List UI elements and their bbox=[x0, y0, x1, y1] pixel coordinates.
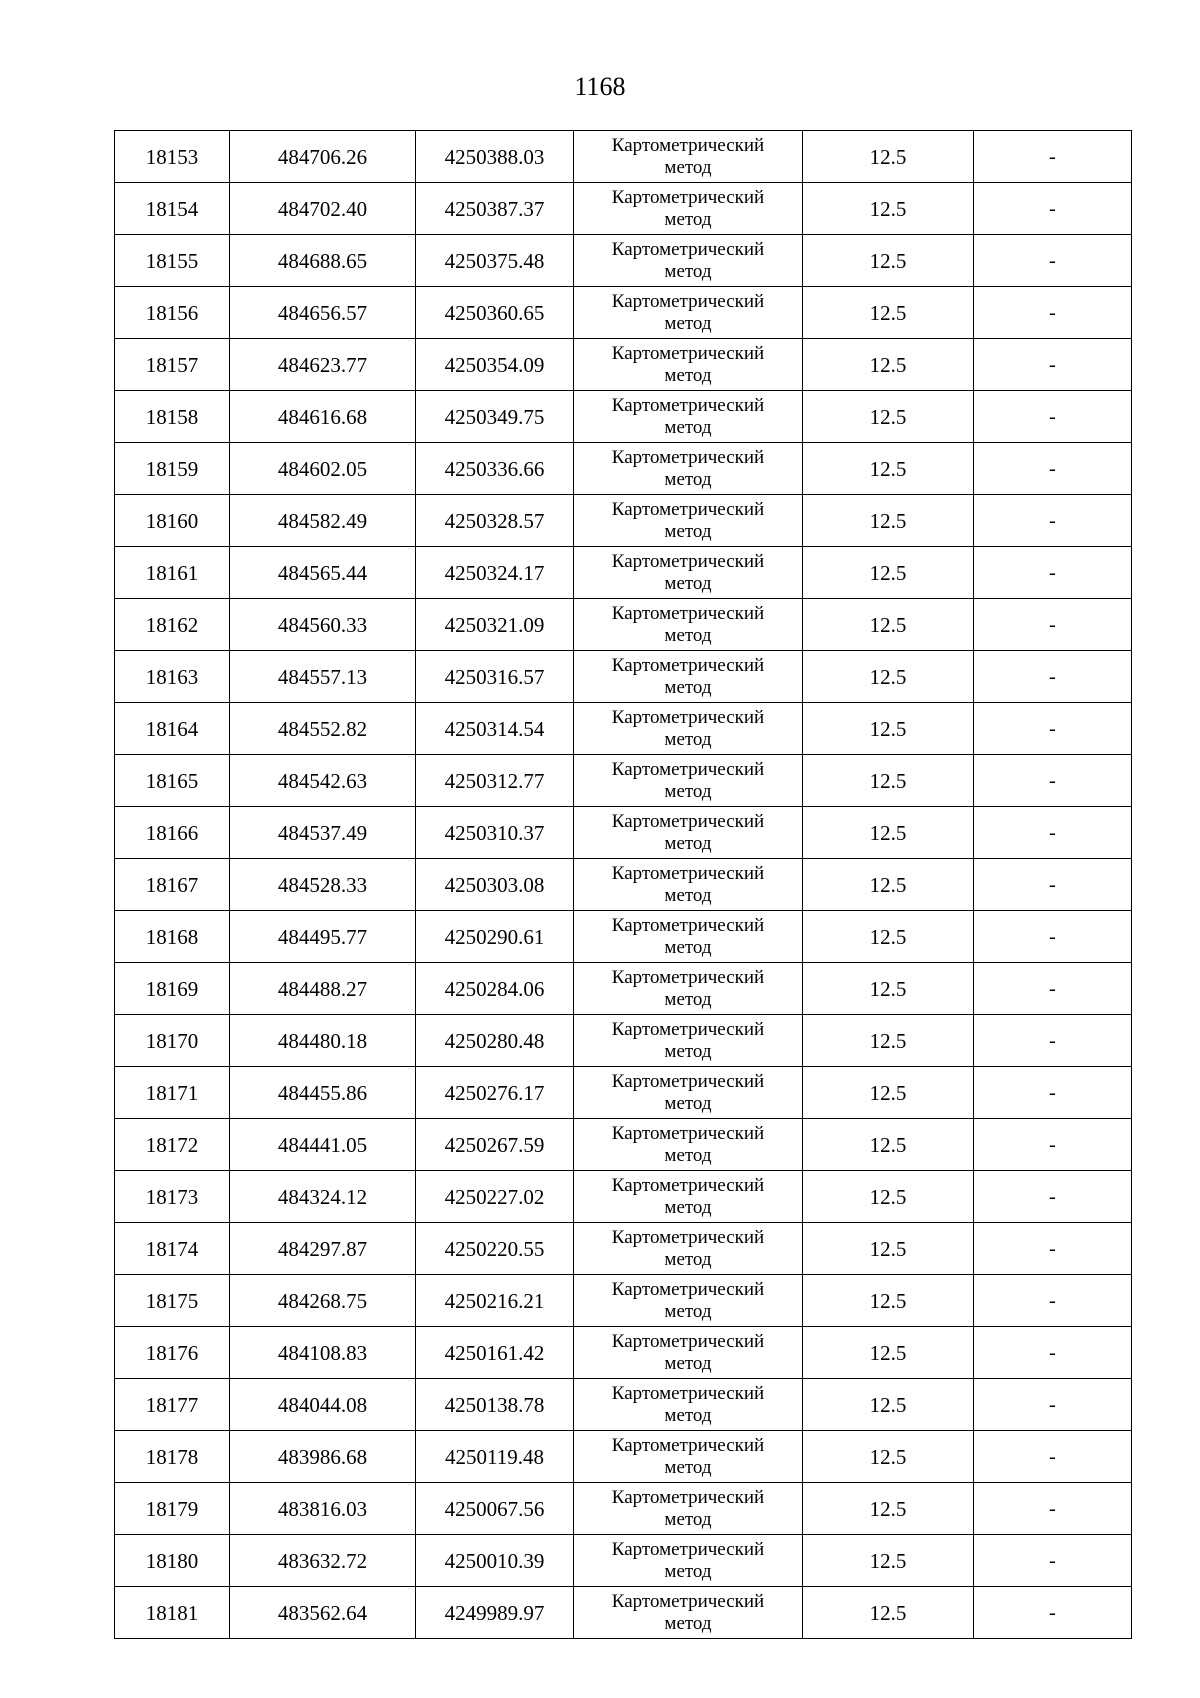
y-coordinate-cell: 4250360.65 bbox=[416, 287, 574, 339]
y-coordinate-cell: 4250328.57 bbox=[416, 495, 574, 547]
x-coordinate-cell: 484623.77 bbox=[230, 339, 416, 391]
method-line-1: Картометрический bbox=[611, 186, 765, 208]
point-number-cell: 18174 bbox=[115, 1223, 230, 1275]
table-row bbox=[115, 807, 1132, 859]
accuracy-cell: 12.5 bbox=[803, 807, 974, 859]
accuracy-cell: 12.5 bbox=[803, 1015, 974, 1067]
point-number-cell: 18173 bbox=[115, 1171, 230, 1223]
point-number-cell: 18159 bbox=[115, 443, 230, 495]
y-coordinate-cell: 4250387.37 bbox=[416, 183, 574, 235]
coordinates-table-container bbox=[114, 130, 1131, 1639]
point-number-cell: 18155 bbox=[115, 235, 230, 287]
y-coordinate-cell: 4250227.02 bbox=[416, 1171, 574, 1223]
accuracy-cell: 12.5 bbox=[803, 1223, 974, 1275]
method-line-1: Картометрический bbox=[611, 706, 765, 728]
method-line-2: метод bbox=[664, 312, 712, 334]
coordinates-table bbox=[114, 130, 1132, 1639]
note-cell: - bbox=[974, 963, 1132, 1015]
table-row bbox=[115, 963, 1132, 1015]
table-row bbox=[115, 1483, 1132, 1535]
table-row bbox=[115, 1327, 1132, 1379]
method-line-1: Картометрический bbox=[611, 1486, 765, 1508]
y-coordinate-cell: 4250216.21 bbox=[416, 1275, 574, 1327]
method-cell bbox=[574, 859, 803, 911]
method-cell bbox=[574, 1379, 803, 1431]
table-row bbox=[115, 911, 1132, 963]
point-number-cell: 18162 bbox=[115, 599, 230, 651]
method-line-2: метод bbox=[664, 832, 712, 854]
y-coordinate-cell: 4250354.09 bbox=[416, 339, 574, 391]
table-row bbox=[115, 183, 1132, 235]
x-coordinate-cell: 484495.77 bbox=[230, 911, 416, 963]
note-cell: - bbox=[974, 131, 1132, 183]
table-row bbox=[115, 1119, 1132, 1171]
note-cell: - bbox=[974, 1223, 1132, 1275]
accuracy-cell: 12.5 bbox=[803, 599, 974, 651]
method-cell bbox=[574, 1171, 803, 1223]
point-number-cell: 18169 bbox=[115, 963, 230, 1015]
method-line-2: метод bbox=[664, 1248, 712, 1270]
y-coordinate-cell: 4250316.57 bbox=[416, 651, 574, 703]
method-line-1: Картометрический bbox=[611, 1278, 765, 1300]
method-line-2: метод bbox=[664, 156, 712, 178]
note-cell: - bbox=[974, 495, 1132, 547]
coordinates-table-body bbox=[115, 131, 1132, 1639]
y-coordinate-cell: 4250314.54 bbox=[416, 703, 574, 755]
method-line-2: метод bbox=[664, 1300, 712, 1322]
x-coordinate-cell: 483632.72 bbox=[230, 1535, 416, 1587]
point-number-cell: 18168 bbox=[115, 911, 230, 963]
method-cell bbox=[574, 1275, 803, 1327]
accuracy-cell: 12.5 bbox=[803, 755, 974, 807]
table-row bbox=[115, 1587, 1132, 1639]
note-cell: - bbox=[974, 1327, 1132, 1379]
method-line-2: метод bbox=[664, 1508, 712, 1530]
table-row bbox=[115, 443, 1132, 495]
method-line-2: метод bbox=[664, 1456, 712, 1478]
point-number-cell: 18156 bbox=[115, 287, 230, 339]
note-cell: - bbox=[974, 1587, 1132, 1639]
point-number-cell: 18166 bbox=[115, 807, 230, 859]
y-coordinate-cell: 4250303.08 bbox=[416, 859, 574, 911]
method-line-2: метод bbox=[664, 988, 712, 1010]
method-line-1: Картометрический bbox=[611, 1070, 765, 1092]
note-cell: - bbox=[974, 859, 1132, 911]
method-line-2: метод bbox=[664, 572, 712, 594]
point-number-cell: 18163 bbox=[115, 651, 230, 703]
point-number-cell: 18157 bbox=[115, 339, 230, 391]
method-cell bbox=[574, 443, 803, 495]
point-number-cell: 18165 bbox=[115, 755, 230, 807]
y-coordinate-cell: 4250310.37 bbox=[416, 807, 574, 859]
note-cell: - bbox=[974, 1379, 1132, 1431]
note-cell: - bbox=[974, 1067, 1132, 1119]
method-line-1: Картометрический bbox=[611, 134, 765, 156]
note-cell: - bbox=[974, 339, 1132, 391]
point-number-cell: 18161 bbox=[115, 547, 230, 599]
x-coordinate-cell: 484560.33 bbox=[230, 599, 416, 651]
point-number-cell: 18171 bbox=[115, 1067, 230, 1119]
method-cell bbox=[574, 807, 803, 859]
x-coordinate-cell: 484602.05 bbox=[230, 443, 416, 495]
accuracy-cell: 12.5 bbox=[803, 1483, 974, 1535]
method-cell bbox=[574, 599, 803, 651]
method-line-1: Картометрический bbox=[611, 446, 765, 468]
method-line-2: метод bbox=[664, 676, 712, 698]
y-coordinate-cell: 4250388.03 bbox=[416, 131, 574, 183]
method-line-2: метод bbox=[664, 260, 712, 282]
method-line-1: Картометрический bbox=[611, 1590, 765, 1612]
method-line-1: Картометрический bbox=[611, 1018, 765, 1040]
table-row bbox=[115, 287, 1132, 339]
method-line-1: Картометрический bbox=[611, 1382, 765, 1404]
accuracy-cell: 12.5 bbox=[803, 131, 974, 183]
method-line-2: метод bbox=[664, 364, 712, 386]
table-row bbox=[115, 651, 1132, 703]
table-row bbox=[115, 547, 1132, 599]
table-row bbox=[115, 1431, 1132, 1483]
method-line-1: Картометрический bbox=[611, 810, 765, 832]
x-coordinate-cell: 483986.68 bbox=[230, 1431, 416, 1483]
method-line-1: Картометрический bbox=[611, 862, 765, 884]
point-number-cell: 18181 bbox=[115, 1587, 230, 1639]
accuracy-cell: 12.5 bbox=[803, 1535, 974, 1587]
method-cell bbox=[574, 703, 803, 755]
note-cell: - bbox=[974, 807, 1132, 859]
x-coordinate-cell: 484528.33 bbox=[230, 859, 416, 911]
method-cell bbox=[574, 1067, 803, 1119]
x-coordinate-cell: 484268.75 bbox=[230, 1275, 416, 1327]
accuracy-cell: 12.5 bbox=[803, 1379, 974, 1431]
method-line-1: Картометрический bbox=[611, 550, 765, 572]
method-line-1: Картометрический bbox=[611, 238, 765, 260]
accuracy-cell: 12.5 bbox=[803, 287, 974, 339]
method-line-2: метод bbox=[664, 1040, 712, 1062]
x-coordinate-cell: 484441.05 bbox=[230, 1119, 416, 1171]
method-cell bbox=[574, 287, 803, 339]
y-coordinate-cell: 4250267.59 bbox=[416, 1119, 574, 1171]
table-row bbox=[115, 495, 1132, 547]
method-line-2: метод bbox=[664, 520, 712, 542]
table-row bbox=[115, 1223, 1132, 1275]
method-line-2: метод bbox=[664, 468, 712, 490]
method-cell bbox=[574, 1327, 803, 1379]
y-coordinate-cell: 4250375.48 bbox=[416, 235, 574, 287]
accuracy-cell: 12.5 bbox=[803, 1327, 974, 1379]
accuracy-cell: 12.5 bbox=[803, 651, 974, 703]
note-cell: - bbox=[974, 235, 1132, 287]
note-cell: - bbox=[974, 1171, 1132, 1223]
point-number-cell: 18179 bbox=[115, 1483, 230, 1535]
accuracy-cell: 12.5 bbox=[803, 339, 974, 391]
x-coordinate-cell: 484044.08 bbox=[230, 1379, 416, 1431]
point-number-cell: 18175 bbox=[115, 1275, 230, 1327]
note-cell: - bbox=[974, 391, 1132, 443]
note-cell: - bbox=[974, 1119, 1132, 1171]
table-row bbox=[115, 599, 1132, 651]
accuracy-cell: 12.5 bbox=[803, 183, 974, 235]
method-line-2: метод bbox=[664, 1612, 712, 1634]
method-cell bbox=[574, 963, 803, 1015]
method-line-1: Картометрический bbox=[611, 602, 765, 624]
y-coordinate-cell: 4250336.66 bbox=[416, 443, 574, 495]
method-cell bbox=[574, 651, 803, 703]
x-coordinate-cell: 484297.87 bbox=[230, 1223, 416, 1275]
point-number-cell: 18178 bbox=[115, 1431, 230, 1483]
x-coordinate-cell: 484455.86 bbox=[230, 1067, 416, 1119]
y-coordinate-cell: 4250290.61 bbox=[416, 911, 574, 963]
method-line-2: метод bbox=[664, 1092, 712, 1114]
table-row bbox=[115, 1015, 1132, 1067]
y-coordinate-cell: 4250276.17 bbox=[416, 1067, 574, 1119]
method-line-1: Картометрический bbox=[611, 1122, 765, 1144]
method-cell bbox=[574, 1535, 803, 1587]
method-line-2: метод bbox=[664, 780, 712, 802]
method-line-2: метод bbox=[664, 936, 712, 958]
point-number-cell: 18154 bbox=[115, 183, 230, 235]
method-line-2: метод bbox=[664, 1560, 712, 1582]
method-line-1: Картометрический bbox=[611, 1538, 765, 1560]
x-coordinate-cell: 484552.82 bbox=[230, 703, 416, 755]
point-number-cell: 18170 bbox=[115, 1015, 230, 1067]
note-cell: - bbox=[974, 547, 1132, 599]
method-line-1: Картометрический bbox=[611, 654, 765, 676]
x-coordinate-cell: 484480.18 bbox=[230, 1015, 416, 1067]
table-row bbox=[115, 1275, 1132, 1327]
accuracy-cell: 12.5 bbox=[803, 1275, 974, 1327]
accuracy-cell: 12.5 bbox=[803, 443, 974, 495]
accuracy-cell: 12.5 bbox=[803, 235, 974, 287]
table-row bbox=[115, 755, 1132, 807]
note-cell: - bbox=[974, 651, 1132, 703]
x-coordinate-cell: 484542.63 bbox=[230, 755, 416, 807]
method-cell bbox=[574, 235, 803, 287]
method-line-2: метод bbox=[664, 728, 712, 750]
accuracy-cell: 12.5 bbox=[803, 495, 974, 547]
x-coordinate-cell: 484706.26 bbox=[230, 131, 416, 183]
y-coordinate-cell: 4250138.78 bbox=[416, 1379, 574, 1431]
y-coordinate-cell: 4250280.48 bbox=[416, 1015, 574, 1067]
x-coordinate-cell: 483562.64 bbox=[230, 1587, 416, 1639]
y-coordinate-cell: 4250119.48 bbox=[416, 1431, 574, 1483]
point-number-cell: 18180 bbox=[115, 1535, 230, 1587]
table-row bbox=[115, 1067, 1132, 1119]
method-cell bbox=[574, 911, 803, 963]
table-row bbox=[115, 131, 1132, 183]
note-cell: - bbox=[974, 1275, 1132, 1327]
y-coordinate-cell: 4250010.39 bbox=[416, 1535, 574, 1587]
method-cell bbox=[574, 1223, 803, 1275]
point-number-cell: 18176 bbox=[115, 1327, 230, 1379]
point-number-cell: 18160 bbox=[115, 495, 230, 547]
method-line-1: Картометрический bbox=[611, 1434, 765, 1456]
method-line-1: Картометрический bbox=[611, 1226, 765, 1248]
method-line-2: метод bbox=[664, 416, 712, 438]
accuracy-cell: 12.5 bbox=[803, 547, 974, 599]
accuracy-cell: 12.5 bbox=[803, 391, 974, 443]
point-number-cell: 18164 bbox=[115, 703, 230, 755]
x-coordinate-cell: 484656.57 bbox=[230, 287, 416, 339]
y-coordinate-cell: 4250284.06 bbox=[416, 963, 574, 1015]
method-cell bbox=[574, 547, 803, 599]
x-coordinate-cell: 484108.83 bbox=[230, 1327, 416, 1379]
note-cell: - bbox=[974, 287, 1132, 339]
note-cell: - bbox=[974, 183, 1132, 235]
x-coordinate-cell: 484324.12 bbox=[230, 1171, 416, 1223]
x-coordinate-cell: 484702.40 bbox=[230, 183, 416, 235]
table-row bbox=[115, 235, 1132, 287]
x-coordinate-cell: 484488.27 bbox=[230, 963, 416, 1015]
method-line-1: Картометрический bbox=[611, 290, 765, 312]
method-cell bbox=[574, 1587, 803, 1639]
y-coordinate-cell: 4250321.09 bbox=[416, 599, 574, 651]
method-line-2: метод bbox=[664, 1144, 712, 1166]
x-coordinate-cell: 484688.65 bbox=[230, 235, 416, 287]
method-line-1: Картометрический bbox=[611, 914, 765, 936]
method-line-1: Картометрический bbox=[611, 966, 765, 988]
accuracy-cell: 12.5 bbox=[803, 1431, 974, 1483]
x-coordinate-cell: 484582.49 bbox=[230, 495, 416, 547]
note-cell: - bbox=[974, 703, 1132, 755]
accuracy-cell: 12.5 bbox=[803, 1171, 974, 1223]
y-coordinate-cell: 4250324.17 bbox=[416, 547, 574, 599]
accuracy-cell: 12.5 bbox=[803, 703, 974, 755]
method-line-2: метод bbox=[664, 1196, 712, 1218]
accuracy-cell: 12.5 bbox=[803, 1067, 974, 1119]
method-line-1: Картометрический bbox=[611, 498, 765, 520]
y-coordinate-cell: 4250349.75 bbox=[416, 391, 574, 443]
x-coordinate-cell: 484537.49 bbox=[230, 807, 416, 859]
table-row bbox=[115, 339, 1132, 391]
note-cell: - bbox=[974, 1483, 1132, 1535]
method-line-1: Картометрический bbox=[611, 758, 765, 780]
method-cell bbox=[574, 1119, 803, 1171]
point-number-cell: 18172 bbox=[115, 1119, 230, 1171]
note-cell: - bbox=[974, 1535, 1132, 1587]
note-cell: - bbox=[974, 911, 1132, 963]
note-cell: - bbox=[974, 599, 1132, 651]
note-cell: - bbox=[974, 443, 1132, 495]
table-row bbox=[115, 1379, 1132, 1431]
method-line-1: Картометрический bbox=[611, 342, 765, 364]
method-cell bbox=[574, 183, 803, 235]
y-coordinate-cell: 4250161.42 bbox=[416, 1327, 574, 1379]
note-cell: - bbox=[974, 1015, 1132, 1067]
y-coordinate-cell: 4250220.55 bbox=[416, 1223, 574, 1275]
method-cell bbox=[574, 391, 803, 443]
x-coordinate-cell: 484616.68 bbox=[230, 391, 416, 443]
method-line-2: метод bbox=[664, 1404, 712, 1426]
accuracy-cell: 12.5 bbox=[803, 1119, 974, 1171]
method-line-2: метод bbox=[664, 624, 712, 646]
x-coordinate-cell: 484557.13 bbox=[230, 651, 416, 703]
method-cell bbox=[574, 495, 803, 547]
method-line-2: метод bbox=[664, 1352, 712, 1374]
note-cell: - bbox=[974, 1431, 1132, 1483]
y-coordinate-cell: 4250067.56 bbox=[416, 1483, 574, 1535]
accuracy-cell: 12.5 bbox=[803, 911, 974, 963]
x-coordinate-cell: 484565.44 bbox=[230, 547, 416, 599]
y-coordinate-cell: 4249989.97 bbox=[416, 1587, 574, 1639]
method-cell bbox=[574, 1483, 803, 1535]
x-coordinate-cell: 483816.03 bbox=[230, 1483, 416, 1535]
accuracy-cell: 12.5 bbox=[803, 1587, 974, 1639]
point-number-cell: 18167 bbox=[115, 859, 230, 911]
method-line-1: Картометрический bbox=[611, 1174, 765, 1196]
note-cell: - bbox=[974, 755, 1132, 807]
table-row bbox=[115, 391, 1132, 443]
page-number: 1168 bbox=[574, 72, 626, 101]
method-cell bbox=[574, 339, 803, 391]
method-line-2: метод bbox=[664, 884, 712, 906]
method-cell bbox=[574, 755, 803, 807]
method-cell bbox=[574, 1015, 803, 1067]
table-row bbox=[115, 1535, 1132, 1587]
table-row bbox=[115, 1171, 1132, 1223]
method-cell bbox=[574, 131, 803, 183]
table-row bbox=[115, 859, 1132, 911]
method-cell bbox=[574, 1431, 803, 1483]
table-row bbox=[115, 703, 1132, 755]
point-number-cell: 18158 bbox=[115, 391, 230, 443]
accuracy-cell: 12.5 bbox=[803, 859, 974, 911]
point-number-cell: 18153 bbox=[115, 131, 230, 183]
y-coordinate-cell: 4250312.77 bbox=[416, 755, 574, 807]
method-line-2: метод bbox=[664, 208, 712, 230]
method-line-1: Картометрический bbox=[611, 1330, 765, 1352]
method-line-1: Картометрический bbox=[611, 394, 765, 416]
point-number-cell: 18177 bbox=[115, 1379, 230, 1431]
accuracy-cell: 12.5 bbox=[803, 963, 974, 1015]
